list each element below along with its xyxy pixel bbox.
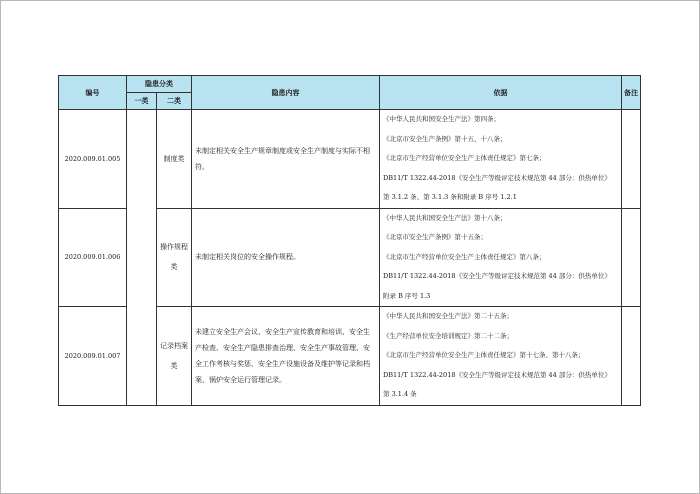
header-content: 隐患内容 [192, 76, 380, 110]
hazard-classification-table [58, 75, 641, 406]
row-content: 未制定相关岗位的安全操作规程。 [192, 208, 380, 307]
row-content: 未制定相关安全生产规章制度或安全生产制度与实际不相符。 [192, 110, 380, 209]
row-code: 2020.009.01.005 [59, 110, 127, 209]
row-remarks [622, 110, 641, 209]
row-content: 未建立安全生产会议、安全生产宣传教育和培训、安全生产检查、安全生产隐患排查治理、安全生产事故管理、安全工作考核与奖惩、安全生产设施设备及维护等记录和档案、锅炉安全运行管理记录。 [192, 307, 380, 406]
row-category-level2: 操作规程类 [157, 208, 192, 307]
basis-line: 《北京市生产经营单位安全生产主体责任规定》第七条； [383, 154, 546, 162]
header-category-level2: 二类 [157, 93, 192, 110]
basis-line: 第 3.1.2 条、第 3.1.3 条和附录 B 序号 1.2.1 [383, 193, 517, 201]
basis-line: DB11/T 1322.44-2018《安全生产等级评定技术规范第 44 部分：供热单位》 [383, 370, 611, 379]
row-category-level2: 制度类 [157, 110, 192, 209]
basis-line: 《中华人民共和国安全生产法》第十八条； [383, 213, 507, 222]
basis-line: 《中华人民共和国安全生产法》第二十五条； [383, 312, 513, 320]
row-basis [380, 110, 622, 209]
basis-line: 第 3.1.4 条 [383, 390, 417, 398]
header-code: 编号 [59, 76, 127, 110]
header-basis: 依据 [380, 76, 622, 110]
basis-line: 《北京市安全生产条例》第十五、十八条； [383, 134, 507, 143]
header-category: 隐患分类 [127, 76, 192, 93]
basis-line: 《北京市生产经营单位安全生产主体责任规定》第十七条、第十八条； [383, 351, 585, 359]
row-category-level2: 记录档案类 [157, 307, 192, 406]
basis-line: 《北京市生产经营单位安全生产主体责任规定》第八条； [383, 252, 546, 261]
row-basis [380, 307, 622, 406]
category-level1-cell [127, 110, 157, 406]
basis-line: 附录 B 序号 1.3 [383, 291, 431, 300]
basis-line: DB11/T 1322.44-2018《安全生产等级评定技术规范第 44 部分：供热单位》 [383, 173, 611, 182]
basis-line: 《北京市安全生产条例》第十五条； [383, 233, 487, 241]
basis-line: 《生产经营单位安全培训规定》第二十二条； [383, 331, 513, 340]
header-remarks: 备注 [622, 76, 641, 110]
row-remarks [622, 307, 641, 406]
header-category-level1: 一类 [127, 93, 157, 110]
row-basis [380, 208, 622, 307]
row-code: 2020.009.01.006 [59, 208, 127, 307]
basis-line: 《中华人民共和国安全生产法》第四条； [383, 115, 500, 123]
row-code: 2020.009.01.007 [59, 307, 127, 406]
basis-line: DB11/T 1322.44-2018《安全生产等级评定技术规范第 44 部分：供热单位》 [383, 272, 611, 280]
table-row [59, 110, 641, 209]
row-remarks [622, 208, 641, 307]
